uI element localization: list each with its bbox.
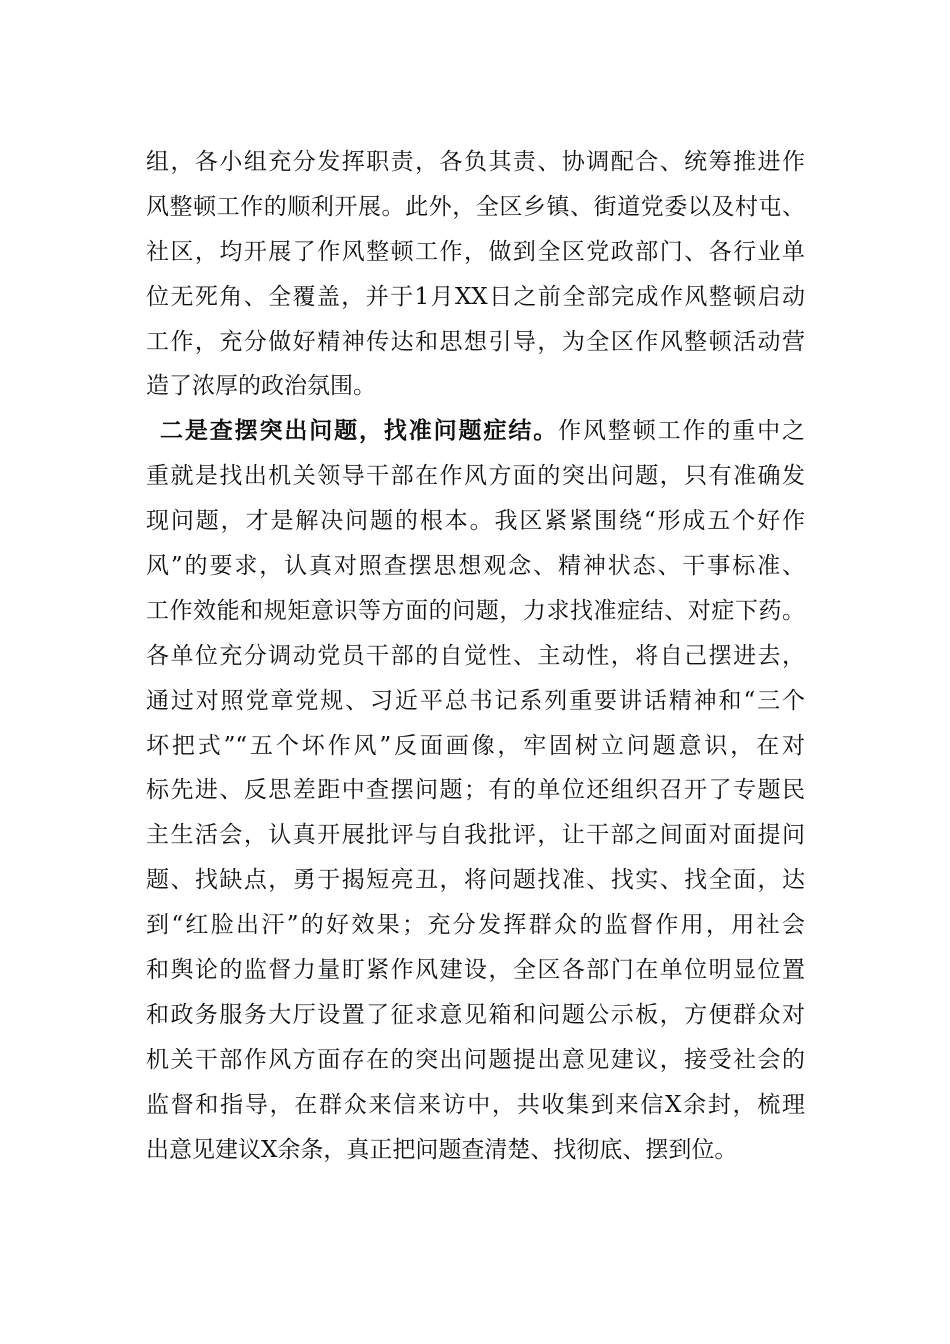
text-line: 主生活会，认真开展批评与自我批评，让干部之间面对面提问 [146, 822, 805, 849]
document-page [146, 140, 805, 1172]
text-line: 通过对照党章党规、习近平总书记系列重要讲话精神和“三个 [146, 687, 805, 714]
text-line: 重就是找出机关领导干部在作风方面的突出问题，只有准确发 [146, 463, 805, 490]
text-span: 作风整顿工作的重中之 [558, 418, 805, 445]
text-line: 组，各小组充分发挥职责，各负其责、协调配合、统筹推进作 [146, 149, 805, 175]
text-line: 工作效能和规矩意识等方面的问题，力求找准症结、对症下药。 [146, 597, 805, 624]
text-line: 机关干部作风方面存在的突出问题提出意见建议，接受社会的 [146, 1046, 805, 1073]
text-line: 出意见建议X余条，真正把问题查清楚、找彻底、摆到位。 [146, 1136, 738, 1163]
text-line [146, 409, 805, 454]
text-line: 造了浓厚的政治氛围。 [146, 373, 376, 400]
text-line: 题、找缺点，勇于揭短亮丑，将问题找准、找实、找全面，达 [146, 867, 805, 894]
text-line: 工作，充分做好精神传达和思想引导，为全区作风整顿活动营 [146, 328, 805, 355]
text-line: 监督和指导，在群众来信来访中，共收集到来信X余封，梳理 [146, 1091, 805, 1118]
text-line: 标先进、反思差距中查摆问题；有的单位还组织召开了专题民 [146, 777, 805, 804]
text-line: 坏把式”“五个坏作风”反面画像，牢固树立问题意识，在对 [146, 732, 805, 759]
text-line: 各单位充分调动党员干部的自觉性、主动性，将自己摆进去， [146, 642, 805, 669]
text-line: 现问题，才是解决问题的根本。我区紧紧围绕“形成五个好作 [146, 508, 805, 535]
text-line: 社区，均开展了作风整顿工作，做到全区党政部门、各行业单 [146, 238, 805, 265]
text-line: 位无死角、全覆盖，并于1月XX日之前全部完成作风整顿启动 [146, 283, 805, 310]
text-line: 和政务服务大厅设置了征求意见箱和问题公示板，方便群众对 [146, 1001, 805, 1028]
paragraph-2 [146, 409, 805, 1172]
text-line: 风”的要求，认真对照查摆思想观念、精神状态、干事标准、 [146, 553, 805, 580]
text-line: 和舆论的监督力量盯紧作风建设，全区各部门在单位明显位置 [146, 957, 805, 984]
text-line: 到“红脸出汗”的好效果；充分发挥群众的监督作用，用社会 [146, 912, 805, 939]
paragraph-heading: 二是查摆突出问题，找准问题症结。 [160, 417, 559, 445]
paragraph-1 [146, 140, 805, 409]
text-line: 风整顿工作的顺利开展。此外，全区乡镇、街道党委以及村屯、 [146, 193, 805, 220]
